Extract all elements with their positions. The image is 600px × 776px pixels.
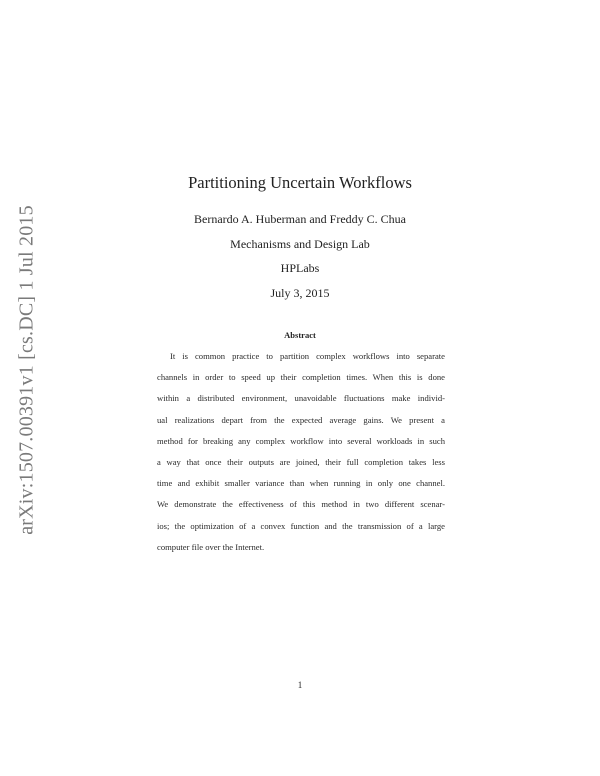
paper-title: Partitioning Uncertain Workflows: [188, 173, 412, 192]
author-organization: HPLabs: [280, 261, 320, 275]
abstract-line: We demonstrate the effectiveness of this method in two different scenar-: [157, 499, 445, 510]
abstract-line: ual realizations depart from the expected average gains. We present a: [157, 414, 445, 425]
abstract-line: It is common practice to partition complex workflows into separate: [170, 351, 445, 361]
page-number: 1: [297, 680, 303, 690]
abstract-line: channels in order to speed up their completion times. When this is done: [157, 372, 445, 383]
paper-authors: Bernardo A. Huberman and Freddy C. Chua: [194, 212, 406, 226]
arxiv-identifier-stamp: arXiv:1507.00391v1 [cs.DC] 1 Jul 2015: [15, 205, 38, 535]
abstract-heading: Abstract: [284, 330, 316, 340]
abstract-line: method for breaking any complex workflow into several workloads in such: [157, 435, 445, 446]
abstract-line: computer file over the Internet.: [157, 541, 265, 552]
abstract-line: time and exhibit smaller variance than when running in only one channel.: [157, 478, 445, 489]
paper-date: July 3, 2015: [270, 286, 330, 300]
abstract-line: within a distributed environment, unavoidable fluctuations make individ-: [157, 393, 445, 404]
abstract-line: a way that once their outputs are joined, their full completion takes less: [157, 456, 445, 467]
abstract-body: [157, 350, 445, 562]
author-affiliation: Mechanisms and Design Lab: [230, 237, 370, 251]
abstract-line: ios; the optimization of a convex function and the transmission of a large: [157, 520, 445, 531]
